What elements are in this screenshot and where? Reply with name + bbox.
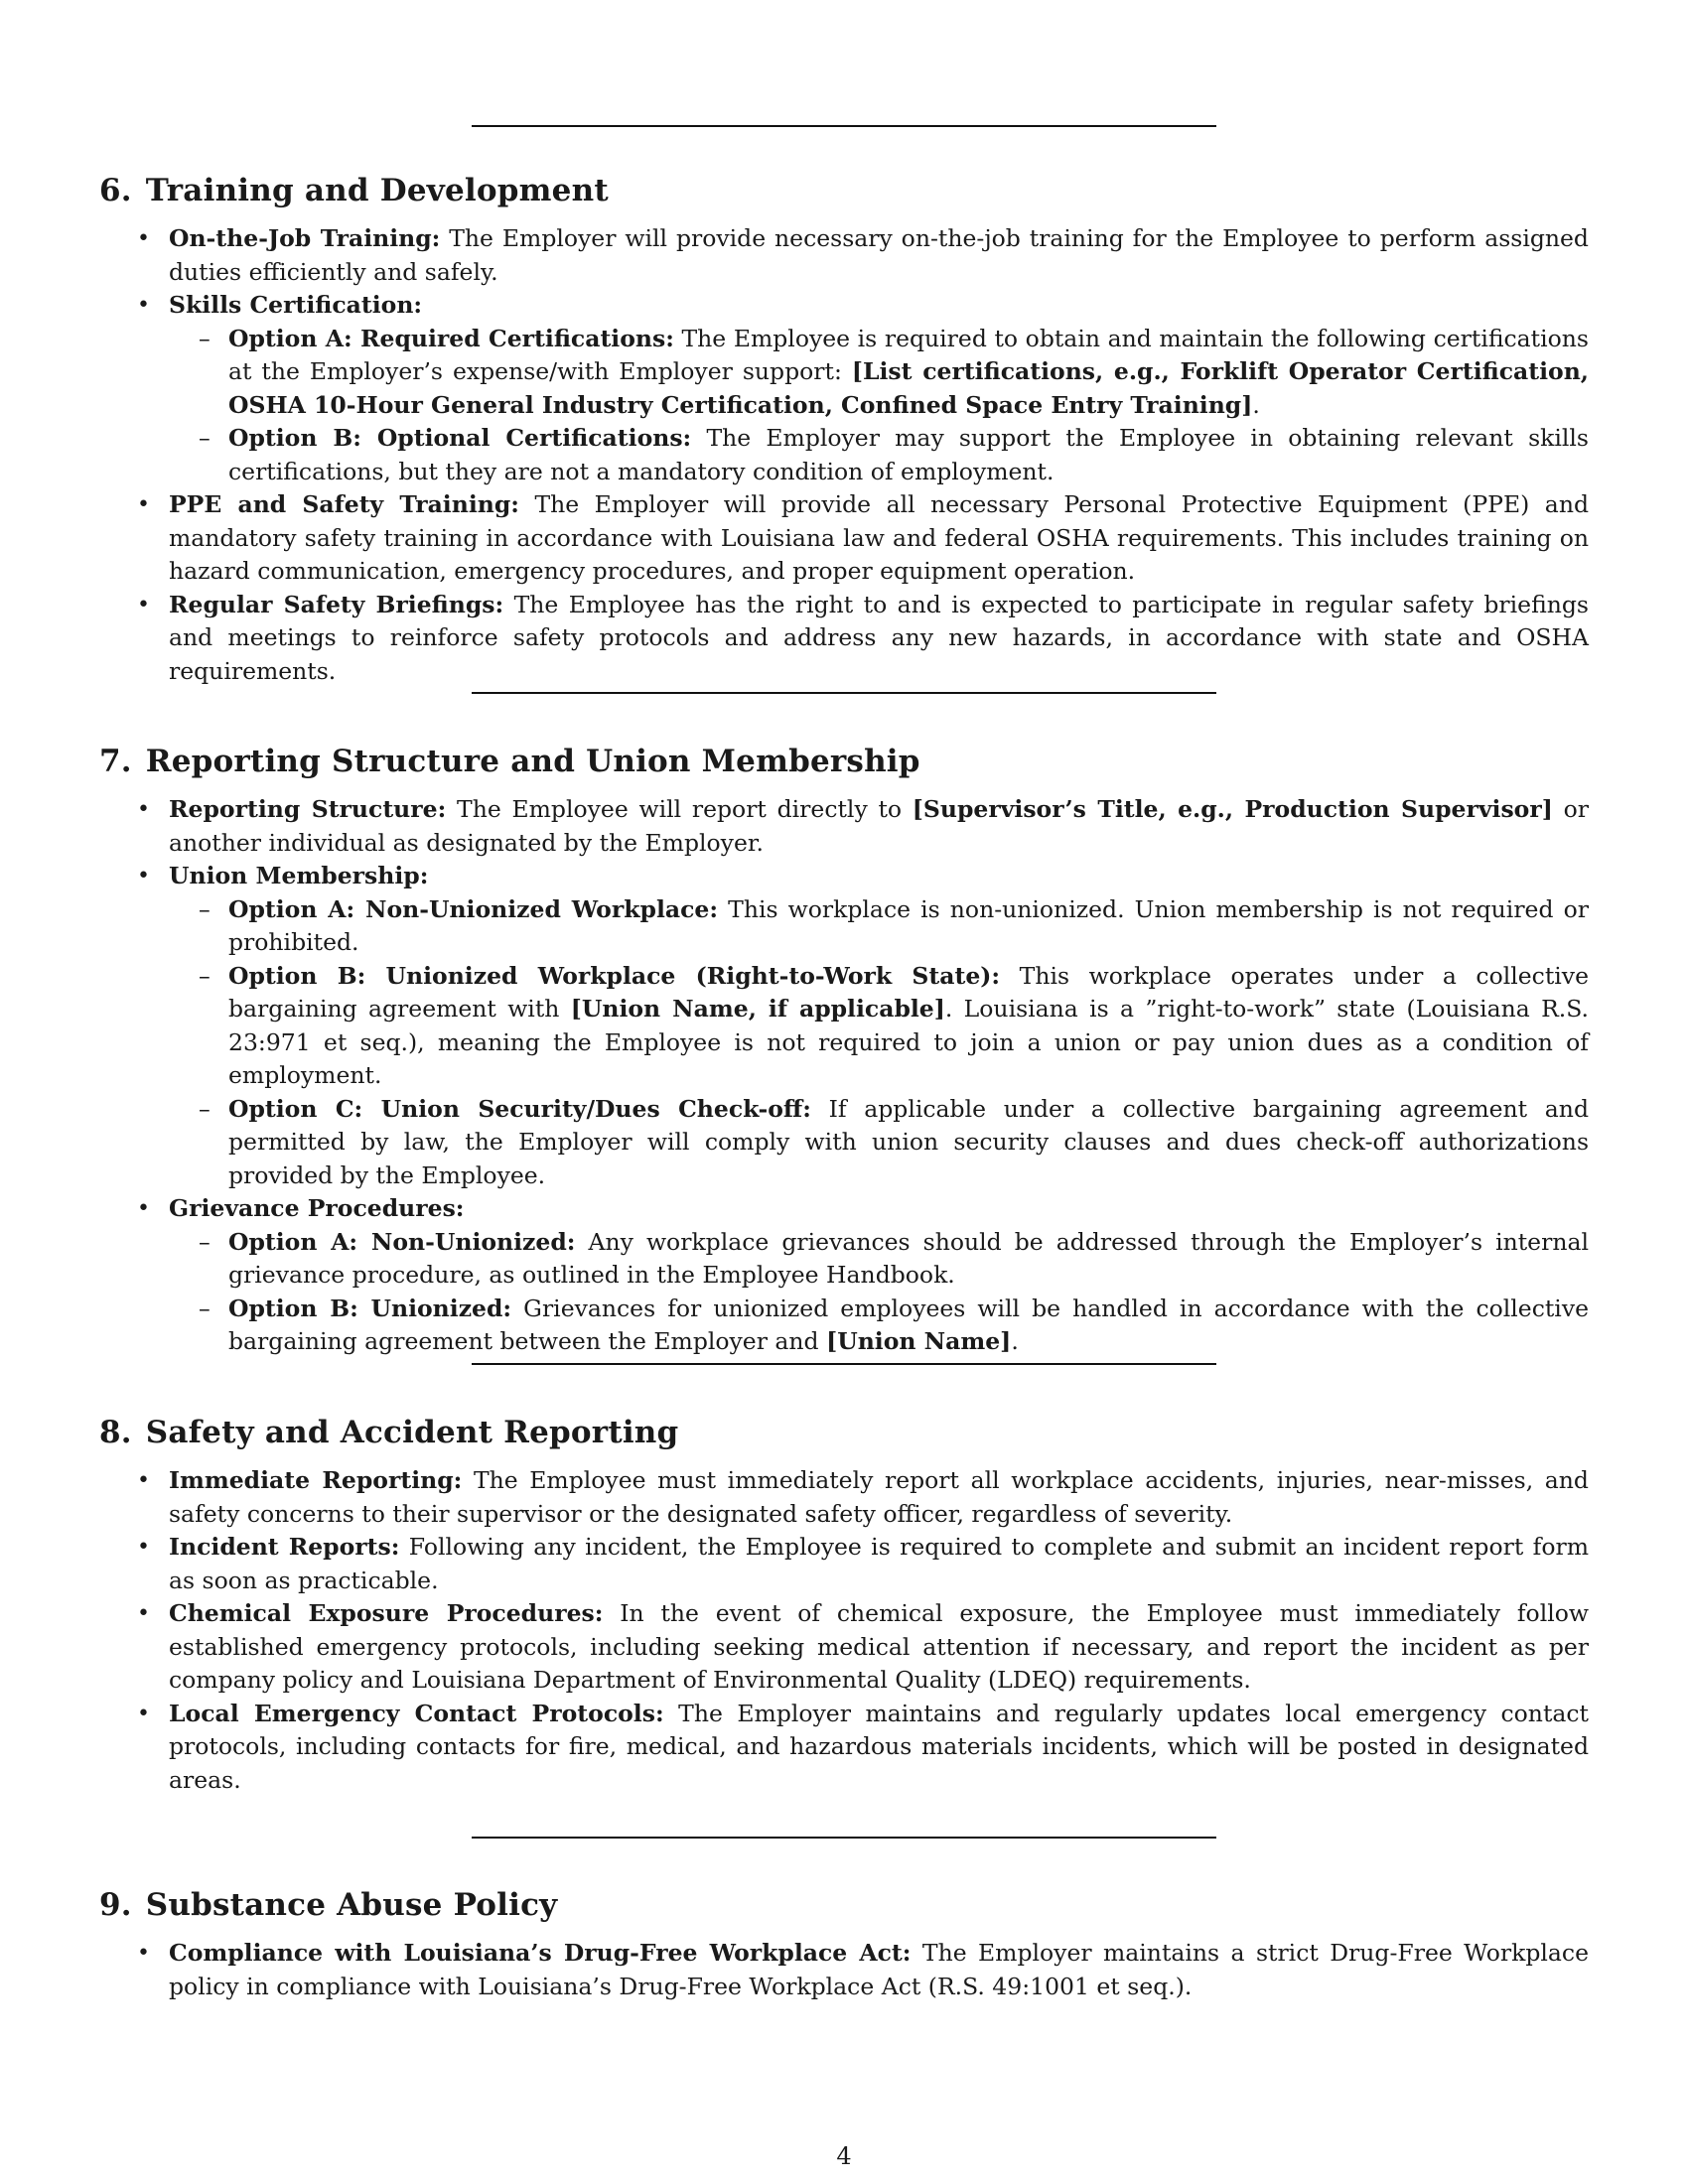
sub-list: [169, 893, 1589, 1193]
bullet-list: [99, 793, 1589, 1359]
sub-list-item: – Option B: Optional Certifications: The Employer may support the Employee in obtaining relevant skills certifications, but they are not a mandatory condition of employment.: [169, 422, 1589, 488]
list-item: • Reporting Structure: The Employee will report directly to [Supervisor’s Title, e.g., Production Supervisor] or another individual as designated by the Employer.: [99, 793, 1589, 860]
sub-list: [169, 323, 1589, 489]
list-item: • On-the-Job Training: The Employer will provide necessary on-the-job training for the Employee to perform assigned duties efficiently and safely.: [99, 222, 1589, 289]
section-divider: [472, 1363, 1216, 1365]
bullet-list: [99, 1464, 1589, 1797]
sub-list: [169, 1226, 1589, 1359]
sub-list-item: – Option B: Unionized: Grievances for unionized employees will be handled in accordance with the collective bargaining agreement between the Employer and [Union Name].: [169, 1293, 1589, 1359]
list-item: • Immediate Reporting: The Employee must immediately report all workplace accidents, injuries, near-misses, and safety concerns to their supervisor or the designated safety officer, regardless of severity.: [99, 1464, 1589, 1531]
section-heading: 7. Reporting Structure and Union Membership: [99, 744, 920, 779]
section-reporting-union: [99, 742, 1589, 1359]
bullet-list: [99, 1937, 1589, 2003]
section-substance-abuse: [99, 1885, 1589, 2003]
sub-list-item: – Option B: Unionized Workplace (Right-to-Work State): This workplace operates under a collective bargaining agreement with [Union Name, if applicable]. Louisiana is a ”right-to-work” state (Louisiana R.S. 23:971 et seq.), meaning the Employee is not required to join a union or pay union dues as a condition of employment.: [169, 960, 1589, 1093]
section-safety-reporting: [99, 1413, 1589, 1797]
list-item: • Incident Reports: Following any incident, the Employee is required to complete and submit an incident report form as soon as practicable.: [99, 1531, 1589, 1597]
sub-list-item: – Option A: Non-Unionized Workplace: This workplace is non-unionized. Union membership is not required or prohibited.: [169, 893, 1589, 960]
sub-list-item: – Option A: Required Certifications: The Employee is required to obtain and maintain the following certifications at the Employer’s expense/with Employer support: [List certifications, e.g., Forklift Operator Certification, OSHA 10-Hour General Industry Certification, Confined Space Entry Training].: [169, 323, 1589, 423]
sub-list-item: – Option A: Non-Unionized: Any workplace grievances should be addressed through the Employer’s internal grievance procedure, as outlined in the Employee Handbook.: [169, 1226, 1589, 1293]
section-divider: [472, 1837, 1216, 1839]
list-item: • Grievance Procedures: – Option A: Non-Unionized: Any workplace grievances should be addressed through the Employer’s internal grievance procedure, as outlined in the Employee Handbook. – Option B: Unionized: Grievances for unionized employees will be handled in accordance with the collective bargaining agreement between the Employer and [Union Name].: [99, 1192, 1589, 1359]
page-number: 4: [836, 2142, 852, 2170]
section-heading: 8. Safety and Accident Reporting: [99, 1415, 679, 1450]
list-item: • Local Emergency Contact Protocols: The Employer maintains and regularly updates local emergency contact protocols, including contacts for fire, medical, and hazardous materials incidents, which will be posted in designated areas.: [99, 1698, 1589, 1798]
list-item: • Chemical Exposure Procedures: In the event of chemical exposure, the Employee must immediately follow established emergency protocols, including seeking medical attention if necessary, and report the incident as per company policy and Louisiana Department of Environmental Quality (LDEQ) requirements.: [99, 1597, 1589, 1698]
section-heading: 9. Substance Abuse Policy: [99, 1887, 558, 1923]
bullet-list: [99, 222, 1589, 688]
list-item: • Skills Certification: – Option A: Required Certifications: The Employee is required to obtain and maintain the following certifications at the Employer’s expense/with Employer support: [List certifications, e.g., Forklift Operator Certification, OSHA 10-Hour General Industry Certification, Confined Space Entry Training]. – Option B: Optional Certifications: The Employer may support the Employee in obtaining relevant skills certifications, but they are not a mandatory condition of employment.: [99, 289, 1589, 488]
list-item: • Union Membership: – Option A: Non-Unionized Workplace: This workplace is non-unionized. Union membership is not required or prohibited. – Option B: Unionized Workplace (Right-to-Work State): This workplace operates under a collective bargaining agreement with [Union Name, if applicable]. Louisiana is a ”right-to-work” state (Louisiana R.S. 23:971 et seq.), meaning the Employee is not required to join a union or pay union dues as a condition of employment. – Option C: Union Security/Dues Check-off: If applicable under a collective bargaining agreement and permitted by law, the Employer will comply with union security clauses and dues check-off authorizations provided by the Employee.: [99, 860, 1589, 1192]
list-item: • Compliance with Louisiana’s Drug-Free Workplace Act: The Employer maintains a strict Drug-Free Workplace policy in compliance with Louisiana’s Drug-Free Workplace Act (R.S. 49:1001 et seq.).: [99, 1937, 1589, 2003]
section-divider: [472, 125, 1216, 127]
section-divider: [472, 692, 1216, 694]
section-heading: 6. Training and Development: [99, 173, 609, 208]
list-item: • Regular Safety Briefings: The Employee has the right to and is expected to participate in regular safety briefings and meetings to reinforce safety protocols and address any new hazards, in accordance with state and OSHA requirements.: [99, 589, 1589, 689]
list-item: • PPE and Safety Training: The Employer will provide all necessary Personal Protective Equipment (PPE) and mandatory safety training in accordance with Louisiana law and federal OSHA requirements. This includes training on hazard communication, emergency procedures, and proper equipment operation.: [99, 488, 1589, 589]
sub-list-item: – Option C: Union Security/Dues Check-off: If applicable under a collective bargaining agreement and permitted by law, the Employer will comply with union security clauses and dues check-off authorizations provided by the Employee.: [169, 1093, 1589, 1193]
section-training: [99, 171, 1589, 688]
